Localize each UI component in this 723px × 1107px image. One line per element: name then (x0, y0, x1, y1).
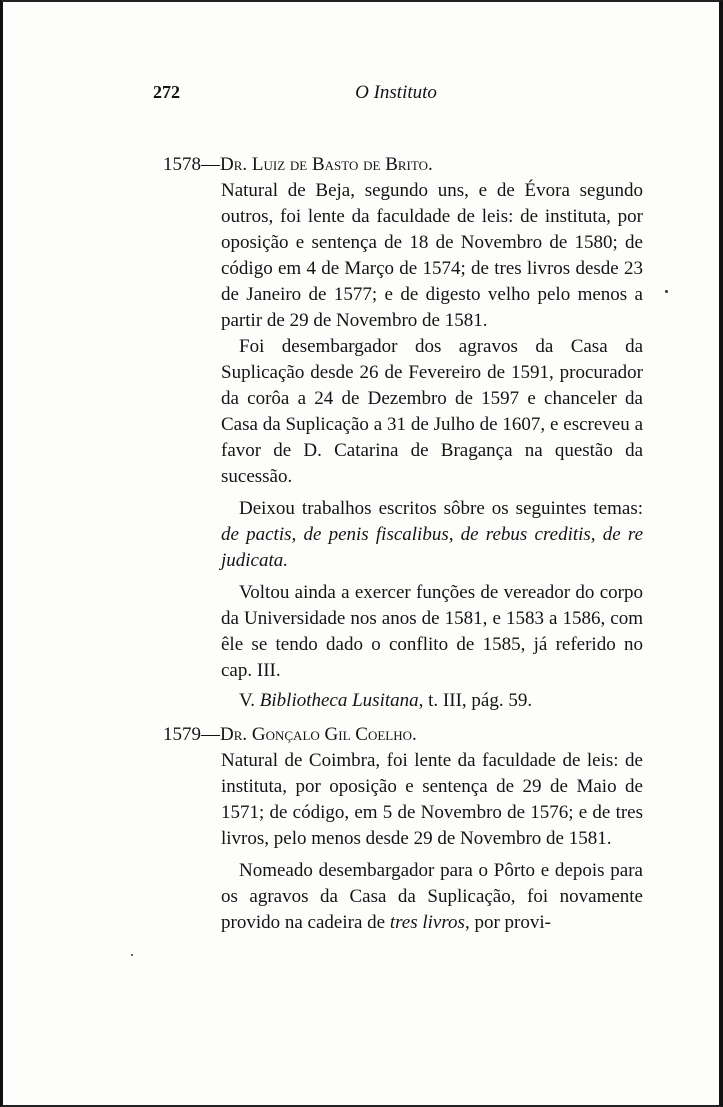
reference-title: Bibliotheca Lusitana (259, 690, 419, 711)
works-list: de pactis, de penis fiscalibus, de rebus creditis, de re judicata. (221, 524, 643, 571)
entry-person-name: Dr. Luiz de Basto de Brito. (220, 154, 433, 175)
entry-person-name: Dr. Gonçalo Gil Coelho. (220, 724, 417, 745)
paragraph: Voltou ainda a exercer funções de vereador do corpo da Universidade nos anos de 1581, e 1583 a 1586, com êle se tendo dado o conflito de 1585, já referido no cap. III. (221, 582, 643, 681)
paragraph (221, 858, 643, 936)
entry-year: 1579— (163, 724, 220, 745)
paragraph-text: , por provi- (464, 912, 551, 933)
running-title: O Instituto (355, 82, 437, 103)
entry-heading (163, 722, 643, 748)
paragraph: Natural de Beja, segundo uns, e de Évora segundo outros, foi lente da faculdade de leis: de instituta, por oposição e sentença de 18 de Novembro de 1580; de código em 4 de Março de 1574; de tres livros desde 23 de Janeiro de 1577; e de digesto velho pelo menos a partir de 29 de Novembro de 1581. (221, 180, 643, 331)
entry-1579 (163, 722, 643, 936)
paragraph-text: Deixou trabalhos escritos sôbre os seguintes temas: (239, 498, 643, 519)
entry-1578 (163, 152, 643, 714)
paragraph (221, 496, 643, 574)
paragraph: Foi desembargador dos agravos da Casa da Suplicação desde 26 de Fevereiro de 1591, procurador da corôa a 24 de Dezembro de 1597 e chanceler da Casa da Suplicação a 31 de Julho de 1607, e escreveu a favor de D. Catarina de Bragança na questão da sucessão. (221, 336, 643, 487)
bibliographic-reference (221, 688, 643, 714)
scan-speck (131, 954, 133, 956)
scan-speck (665, 290, 668, 293)
paragraph-text: Nomeado desembargador para o Pôrto e depois para os agravos da Casa da Suplicação, foi novamente provido na cadeira de (221, 860, 643, 933)
entry-heading (163, 152, 643, 178)
reference-tail: , t. III, pág. 59. (418, 690, 533, 711)
italic-term: tres livros (389, 912, 465, 933)
paragraph: Natural de Coimbra, foi lente da faculdade de leis: de instituta, por oposição e sentença de 29 de Maio de 1571; de código, em 5 de Novembro de 1576; e de tres livros, pelo menos desde 29 de Novembro de 1581. (221, 750, 643, 849)
page-number: 272 (153, 82, 180, 102)
entry-year: 1578— (163, 154, 220, 175)
reference-prefix: V. (239, 690, 260, 711)
page-header (3, 82, 719, 106)
